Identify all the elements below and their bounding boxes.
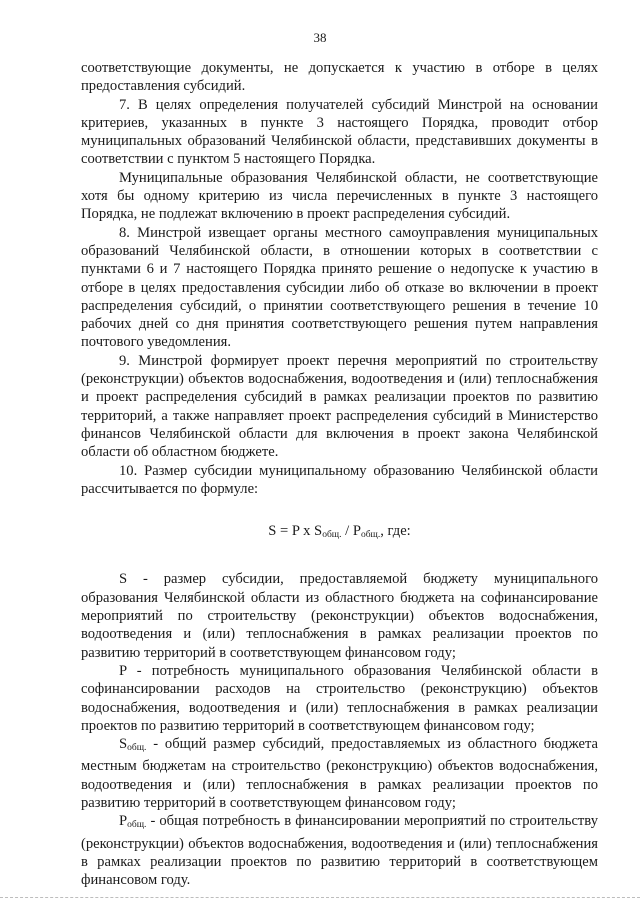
paragraph: Муниципальные образования Челябинской области, не соответствующие хотя бы одному критерию из числа перечисленных в пункте 3 настоящего Порядка, не подлежат включению в проект распределения субсидий. [81, 169, 598, 223]
paragraph: 10. Размер субсидии муниципальному образованию Челябинской области рассчитывается по формуле: [81, 462, 598, 497]
definition-subscript: общ. [127, 820, 147, 831]
definition: S - размер субсидии, предоставляемой бюджету муниципального образования Челябинской области из областного бюджета на софинансирование мероприятий по строительству (реконструкции) объектов водоснабжения, водоотведения и (или) теплоснабжения в рамках реализации проектов по развитию территорий в соответствующем финансовом году; [81, 571, 598, 661]
definition [81, 812, 598, 889]
formula-part: S = P x S [268, 523, 323, 540]
definition-text: - общий размер субсидий, предоставляемых из областного бюджета местным бюджетам на строительство (реконструкцию) объектов водоснабжения, водоотведения и (или) теплоснабжения в рамках реализации проектов по развитию территорий в соответствующем финансовом году; [81, 736, 598, 811]
definition-symbol: P [119, 813, 128, 830]
formula-subscript: общ. [360, 530, 381, 541]
formula-part: / P [341, 523, 361, 540]
paragraph: соответствующие документы, не допускается к участию в отборе в целях предоставления субсидий. [81, 60, 598, 95]
definition-text: - общая потребность в финансировании мероприятий по строительству (реконструкции) объектов водоснабжения, водоотведения и (или) теплоснабжения в рамках реализации проектов по развитию территорий в соответствующем финансовом году. [81, 813, 598, 889]
paragraph: 9. Минстрой формирует проект перечня мероприятий по строительству (реконструкции) объектов водоснабжения, водоотведения и (или) теплоснабжения и проект распределения субсидий в рамках реализации проектов по развитию территорий, а также направляет проект распределения субсидий в Министерство финансов Челябинской области для включения в проект закона Челябинской области об областном бюджете. [81, 352, 598, 461]
formula-part: , где: [380, 523, 411, 540]
paragraph: 8. Минстрой извещает органы местного самоуправления муниципальных образований Челябинской области, в отношении которых в соответствии с пунктами 6 и 7 настоящего Порядка принято решение о недопуске к участию в отборе в целях предоставления субсидии либо об отказе во включении в проект распределения субсидий, о принятии соответствующего решения в течение 10 рабочих дней со дня принятия соответствующего решения путем направления почтового уведомления. [81, 224, 598, 351]
formula-subscript: общ. [322, 530, 342, 541]
definition [81, 735, 598, 812]
paragraph: 7. В целях определения получателей субсидий Минстрой на основании критериев, указанных в пункте 3 настоящего Порядка, проводит отбор муниципальных образований Челябинской области, представивших документы в соответствии с пунктом 5 настоящего Порядка. [81, 96, 598, 168]
document-body [81, 59, 598, 889]
formula [81, 522, 598, 544]
page-number: 38 [313, 30, 327, 45]
definition: P - потребность муниципального образования Челябинской области в софинансировании расходов на строительство (реконструкцию) объектов водоснабжения, водоотведения и (или) теплоснабжения в рамках реализации проектов по развитию территорий в соответствующем финансовом году; [81, 662, 598, 734]
scan-edge-line [0, 897, 640, 898]
definition-subscript: общ. [127, 743, 147, 754]
definition-symbol: S [119, 736, 128, 753]
